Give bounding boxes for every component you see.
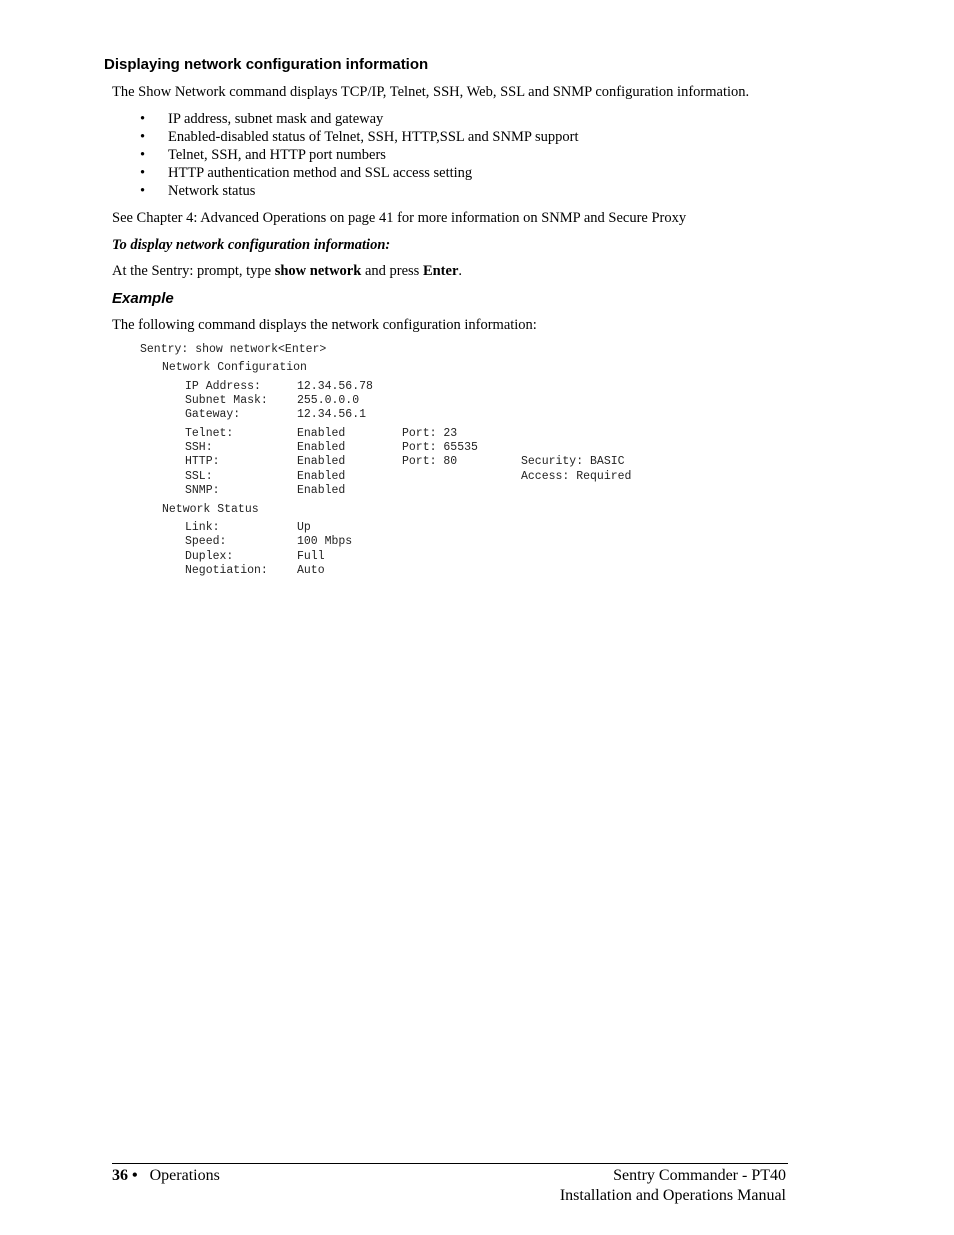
code-status-value: Auto: [297, 564, 325, 577]
code-gateway-label: Gateway:: [185, 408, 241, 421]
feature-list: [140, 110, 578, 200]
footer-separator: •: [132, 1167, 138, 1184]
code-service-status: Enabled: [297, 455, 346, 468]
procedure-step: At the Sentry: prompt, type show network and press Enter.: [112, 263, 462, 279]
footer-product: Sentry Commander - PT40: [613, 1167, 786, 1184]
code-service-port: Port: 80: [402, 455, 458, 468]
code-service-label: HTTP:: [185, 455, 220, 468]
code-service-access: Access: Required: [521, 470, 632, 483]
code-network-configuration-heading: Network Configuration: [162, 361, 307, 374]
code-prompt: Sentry: show network<Enter>: [140, 343, 327, 356]
bullet-icon: •: [140, 129, 146, 145]
section-title: Displaying network configuration information: [104, 56, 429, 73]
example-intro: The following command displays the network configuration information:: [112, 317, 537, 333]
list-item: • IP address, subnet mask and gateway: [140, 111, 384, 127]
command-text: show network: [274, 263, 362, 279]
code-status-value: 100 Mbps: [297, 535, 353, 548]
code-status-label: Link:: [185, 521, 220, 534]
list-item: • Telnet, SSH, and HTTP port numbers: [140, 147, 386, 163]
code-mask-label: Subnet Mask:: [185, 394, 268, 407]
code-status-label: Duplex:: [185, 550, 234, 563]
code-status-label: Speed:: [185, 535, 227, 548]
bullet-icon: •: [140, 165, 146, 181]
code-ip-value: 12.34.56.78: [297, 380, 373, 393]
code-service-status: Enabled: [297, 470, 346, 483]
list-item: • HTTP authentication method and SSL access setting: [140, 165, 473, 181]
example-heading: Example: [112, 290, 174, 307]
code-service-label: Telnet:: [185, 427, 234, 440]
code-service-security: Security: BASIC: [521, 455, 625, 468]
code-gateway-value: 12.34.56.1: [297, 408, 367, 421]
code-service-status: Enabled: [297, 484, 346, 497]
list-item: • Network status: [140, 183, 256, 199]
key-text: Enter: [422, 263, 459, 279]
code-service-status: Enabled: [297, 441, 346, 454]
see-also-paragraph: See Chapter 4: Advanced Operations on page 41 for more information on SNMP and Secure Proxy: [112, 210, 687, 226]
code-service-label: SSH:: [185, 441, 213, 454]
code-service-port: Port: 65535: [402, 441, 478, 454]
bullet-icon: •: [140, 183, 146, 199]
bullet-icon: •: [140, 111, 146, 127]
code-service-status: Enabled: [297, 427, 346, 440]
intro-paragraph: The Show Network command displays TCP/IP, Telnet, SSH, Web, SSL and SNMP configuration information.: [112, 84, 750, 100]
footer-manual: Installation and Operations Manual: [559, 1187, 786, 1204]
code-service-port: Port: 23: [402, 427, 458, 440]
page-number: 36: [112, 1167, 128, 1184]
list-item: • Enabled-disabled status of Telnet, SSH, HTTP,SSL and SNMP support: [140, 129, 579, 145]
footer-divider: [112, 1163, 788, 1164]
code-service-label: SNMP:: [185, 484, 220, 497]
bullet-icon: •: [140, 147, 146, 163]
code-status-label: Negotiation:: [185, 564, 268, 577]
footer-section: Operations: [149, 1167, 220, 1184]
procedure-heading: To display network configuration information:: [112, 237, 391, 253]
code-service-label: SSL:: [185, 470, 213, 483]
code-ip-label: IP Address:: [185, 380, 261, 393]
footer-left: [112, 1167, 220, 1185]
code-network-status-heading: Network Status: [162, 503, 259, 516]
code-mask-value: 255.0.0.0: [297, 394, 360, 407]
code-status-value: Up: [297, 521, 311, 534]
code-status-value: Full: [297, 550, 325, 563]
